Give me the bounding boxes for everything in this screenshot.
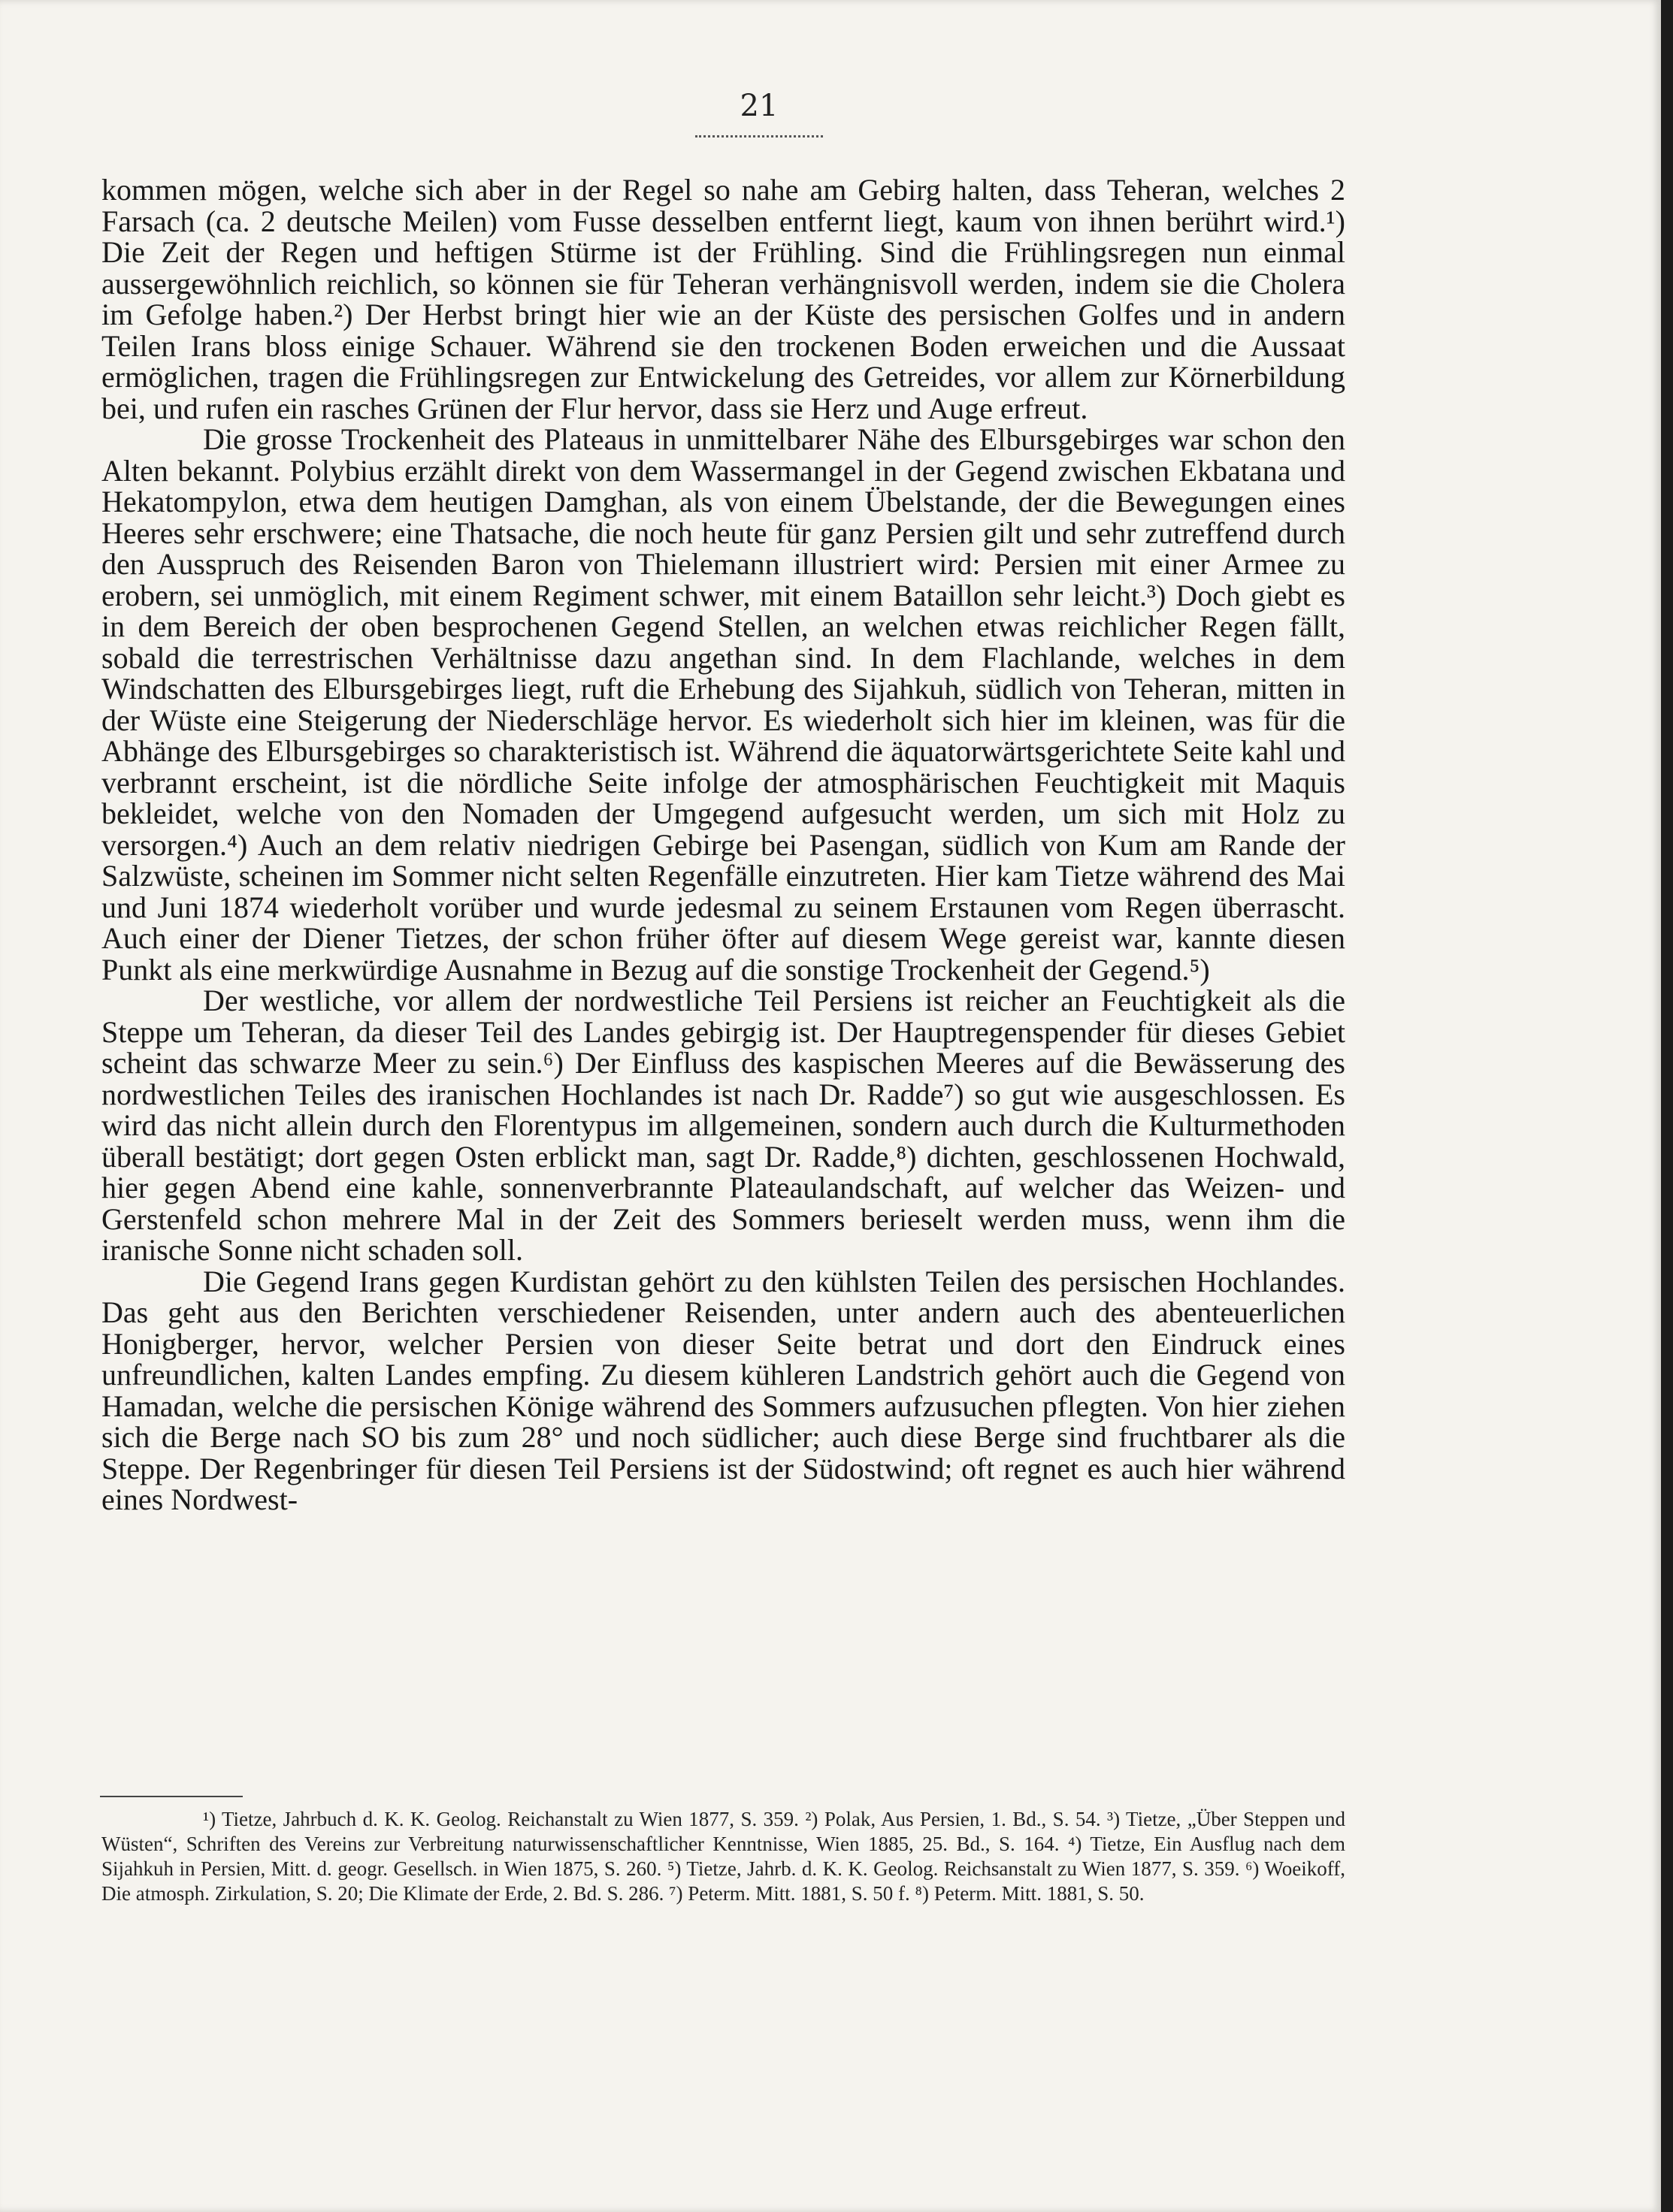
paragraph-2: Die grosse Trockenheit des Plateaus in unmittelbarer Nähe des Elbursgebirges war schon den Alten bekannt. Polybius erzählt direkt von dem Wassermangel in der Gegend zwischen Ekbatana und Hekatompylon, etwa dem heutigen Damghan, als von einem Übelstande, der die Bewegungen eines Heeres sehr erschwere; eine Thatsache, die noch heute für ganz Persien gilt und sehr zutreffend durch den Ausspruch des Reisenden Baron von Thielemann illustriert wird: Persien mit einer Armee zu erobern, sei unmöglich, mit einem Regiment schwer, mit einem Bataillon sehr leicht.³) Doch giebt es in dem Bereich der oben besprochenen Gegend Stellen, an welchen etwas reichlicher Regen fällt, sobald die terrestrischen Verhältnisse dazu angethan sind. In dem Flachlande, welches in dem Windschatten des Elbursgebirges liegt, ruft die Erhebung des Sijahkuh, südlich von Teheran, mitten in der Wüste eine Steigerung der Niederschläge hervor. Es wiederholt sich hier im kleinen, was für die Abhänge des Elbursgebirges so charakteristisch ist. Während die äquatorwärtsgerichtete Seite kahl und verbrannt erscheint, ist die nördliche Seite infolge der atmosphärischen Feuchtigkeit mit Maquis bekleidet, welche von den Nomaden der Umgegend aufgesucht werden, um sich mit Holz zu versorgen.⁴) Auch an dem relativ niedrigen Gebirge bei Pasengan, südlich von Kum am Rande der Salzwüste, scheinen im Sommer nicht selten Regenfälle einzutreten. Hier kam Tietze während des Mai und Juni 1874 wiederholt vorüber und wurde jedesmal zu seinem Erstaunen vom Regen überrascht. Auch einer der Diener Tietzes, der schon früher öfter auf diesem Wege gereist war, kannte diesen Punkt als eine merkwürdige Ausnahme in Bezug auf die sonstige Trockenheit der Gegend.⁵): [101, 422, 1345, 987]
page-number: [0, 89, 1518, 137]
paragraph-1: kommen mögen, welche sich aber in der Regel so nahe am Gebirg halten, dass Teheran, welches 2 Farsach (ca. 2 deutsche Meilen) vom Fusse desselben entfernt liegt, kaum von ihnen berührt wird.¹) Die Zeit der Regen und heftigen Stürme ist der Frühling. Sind die Frühlingsregen nun einmal aussergewöhnlich reichlich, so können sie für Teheran verhängnisvoll werden, indem sie die Cholera im Gefolge haben.²) Der Herbst bringt hier wie an der Küste des persischen Golfes und in andern Teilen Irans bloss einige Schauer. Während sie den trockenen Boden erweichen und die Aussaat ermöglichen, tragen die Frühlingsregen zur Entwickelung des Getreides, vor allem zur Körnerbildung bei, und rufen ein rasches Grünen der Flur hervor, dass sie Herz und Auge erfreut.: [101, 173, 1345, 425]
footnote-text: ¹) Tietze, Jahrbuch d. K. K. Geolog. Reichanstalt zu Wien 1877, S. 359. ²) Polak, Aus Persien, 1. Bd., S. 54. ³) Tietze, „Über Steppen und Wüsten“, Schriften des Vereins zur Verbreitung naturwissenschaftlicher Kenntnisse, Wien 1885, 25. Bd., S. 164. ⁴) Tietze, Ein Ausflug nach dem Sijahkuh in Persien, Mitt. d. geogr. Gesellsch. in Wien 1875, S. 260. ⁵) Tietze, Jahrb. d. K. K. Geolog. Reichsanstalt zu Wien 1877, S. 359. ⁶) Woeikoff, Die atmosph. Zirkulation, S. 20; Die Klimate der Erde, 2. Bd. S. 286. ⁷) Peterm. Mitt. 1881, S. 50 f. ⁸) Peterm. Mitt. 1881, S. 50.: [101, 1808, 1345, 1905]
footnotes: [101, 1807, 1345, 1906]
footnote-separator: [100, 1796, 243, 1797]
paragraph-4: Die Gegend Irans gegen Kurdistan gehört zu den kühlsten Teilen des persischen Hochlandes. Das geht aus den Berichten verschiedener Reisenden, unter andern auch des abenteuerlichen Honigberger, hervor, welcher Persien von dieser Seite betrat und dort den Eindruck eines unfreundlichen, kalten Landes empfing. Zu diesem kühleren Landstrich gehört auch die Gegend von Hamadan, welche die persischen Könige während des Sommers aufzusuchen pflegten. Von hier ziehen sich die Berge nach SO bis zum 28° und noch südlicher; auch diese Berge sind fruchtbarer als die Steppe. Der Regenbringer für diesen Teil Persiens ist der Südostwind; oft regnet es auch hier während eines Nordwest-: [101, 1264, 1345, 1516]
paragraph-3: Der westliche, vor allem der nordwestliche Teil Persiens ist reicher an Feuchtigkeit als die Steppe um Teheran, da dieser Teil des Landes gebirgig ist. Der Hauptregenspender für dieses Gebiet scheint das schwarze Meer zu sein.⁶) Der Einfluss des kaspischen Meeres auf die Bewässerung des nordwestlichen Teiles des iranischen Hochlandes ist nach Dr. Radde⁷) so gut wie ausgeschlossen. Es wird das nicht allein durch den Florentypus im allgemeinen, sondern auch durch die Kulturmethoden überall bestätigt; dort gegen Osten erblickt man, sagt Dr. Radde,⁸) dichten, geschlossenen Hochwald, hier gegen Abend eine kahle, sonnenverbrannte Plateaulandschaft, auf welcher das Weizen- und Gerstenfeld schon mehrere Mal in der Zeit des Sommers berieselt werden muss, wenn ihm die iranische Sonne nicht schaden soll.: [101, 984, 1345, 1267]
page-number-text: 21: [740, 89, 779, 123]
body-text: [101, 174, 1345, 1515]
page-number-ornament: [695, 128, 823, 137]
